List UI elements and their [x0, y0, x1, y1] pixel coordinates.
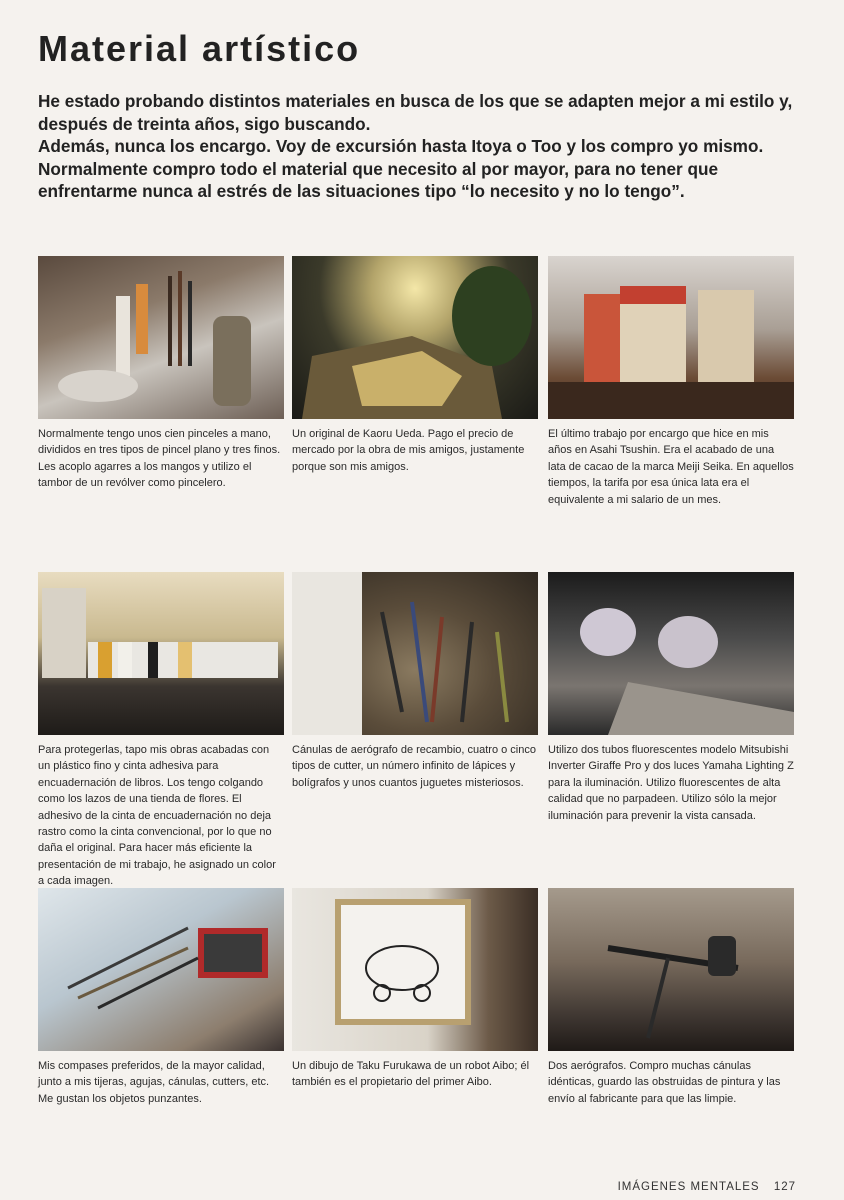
photo-caption: Dos aerógrafos. Compro muchas cánulas idénticas, guardo las obstruidas de pintura y las envío al fabricante para que las limpie.	[548, 1060, 781, 1105]
intro-paragraph: He estado probando distintos materiales en busca de los que se adapten mejor a mi estilo y, después de treinta años, sigo buscando.	[38, 91, 793, 134]
photo-caption: Cánulas de aerógrafo de recambio, cuatro o cinco tipos de cutter, un número infinito de lápices y bolígrafos y unos cuantos juguetes misteriosos.	[292, 744, 536, 789]
photo-card	[292, 256, 538, 475]
photo-caption: Normalmente tengo unos cien pinceles a mano, divididos en tres tipos de pincel plano y tres finos. Les acoplo agarres a los mangos y utilizo el tambor de un revólver como pincelero.	[38, 428, 281, 490]
photo-caption: Un original de Kaoru Ueda. Pago el precio de mercado por la obra de mis amigos, justamente porque son mis amigos.	[292, 428, 525, 473]
photo-card	[38, 888, 284, 1107]
photo-caption: Utilizo dos tubos fluorescentes modelo Mitsubishi Inverter Giraffe Pro y dos luces Yamaha Lighting Z para la iluminación. Utilizo fluorescentes de alta calidad que no parpadeen. Utilizo sólo la mejor iluminación para prevenir la vista cansada.	[548, 744, 794, 822]
photo-airbrushes	[548, 888, 794, 1051]
page-number: 127	[773, 1181, 796, 1193]
photo-card	[38, 572, 284, 890]
page-title: Material artístico	[38, 28, 361, 69]
intro-paragraph: Normalmente compro todo el material que necesito al por mayor, para no tener que enfrentarme nunca al estrés de las situaciones tipo “lo necesito y no lo tengo”.	[38, 158, 719, 201]
photo-card	[548, 888, 794, 1107]
photo-card	[292, 888, 538, 1091]
photo-card	[292, 572, 538, 791]
photo-brushes	[38, 256, 284, 419]
intro-paragraph: Además, nunca los encargo. Voy de excursión hasta Itoya o Too y los compro yo mismo.	[38, 136, 764, 156]
photo-desk-lamps	[548, 572, 794, 735]
photo-tape-rolls	[38, 572, 284, 735]
intro-text	[38, 90, 818, 203]
photo-caption: Para protegerlas, tapo mis obras acabadas con un plástico fino y cinta adhesiva para encuadernación de libros. Los tengo colgando como los lazos de una tienda de flores. El adhesivo de la cinta de encuadernación no deja rastro como la cinta convencional, por lo que no daña el original. Para hacer más eficiente la presentación de mi trabajo, he asignado un color a cada imagen.	[38, 744, 276, 888]
photo-caption: Mis compases preferidos, de la mayor calidad, junto a mis tijeras, agujas, cánulas, cutters, etc. Me gustan los objetos punzantes.	[38, 1060, 270, 1105]
photo-caption: El último trabajo por encargo que hice en mis años en Asahi Tsushin. Era el acabado de una lata de cacao de la marca Meiji Seika. En aquellos tiempos, la tarifa por esa única lata era el equivalente a mi salario de un mes.	[548, 428, 794, 506]
photo-card	[38, 256, 284, 492]
photo-caption: Un dibujo de Taku Furukawa de un robot Aibo; él también es el propietario del primer Aibo.	[292, 1060, 530, 1089]
photo-kaoru-ueda-original	[292, 256, 538, 419]
page-footer	[618, 1181, 796, 1193]
photo-cocoa-can	[548, 256, 794, 419]
photo-compasses	[38, 888, 284, 1051]
photo-card	[548, 572, 794, 824]
photo-card	[548, 256, 794, 508]
footer-section: IMÁGENES MENTALES	[617, 1181, 760, 1193]
photo-aibo-drawing	[292, 888, 538, 1051]
photo-pens-and-cutters	[292, 572, 538, 735]
